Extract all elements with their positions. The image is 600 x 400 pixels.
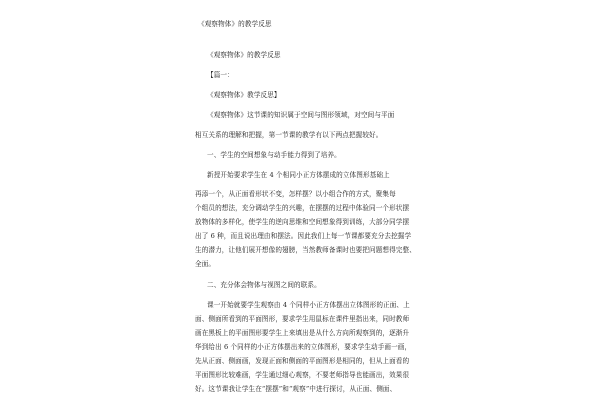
section2-paragraph-line: 先从正面、侧面画，发现正面和侧面的平面图形是相同的，但从上面看的 [195,357,410,365]
section1-paragraph-line: 新授开始要求学生在 4 个相同小正方体摆成的立体图形基础上 [207,171,390,179]
section1-heading: 一、学生的空间想象与动手能力得到了培养。 [207,151,341,159]
section2-paragraph-line: 平面图形比较难画，学生通过细心观察，不要老师指导也能画出，效果很 [195,371,410,379]
section2-paragraph-line: 华到给出 6 个同样的小正方体摆出来的立体图形，要求学生动手画一画， [195,343,412,351]
section2-paragraph-line: 面、侧面所看到的平面图形，要求学生用鼠标在课件里指出来，同时教师 [195,315,410,323]
part-title: 《观察物体》教学反思】 [207,91,281,99]
section2-paragraph-line: 画在黑板上的平面图形要学生上来填出是从什么方向所观察到的，逐渐升 [195,329,410,337]
section1-paragraph-line: 出了 6 种，而且说出理由和摆法。因此我们上每一节课都要充分去挖掘学 [195,232,412,240]
section2-paragraph-line: 课一开始就要学生观察由 4 个同样小正方体摆出立体图形的正面、上 [207,301,410,309]
section2-heading: 二、充分体会物体与视图之间的联系。 [207,281,321,289]
section1-paragraph-line: 个组员的想法，充分调动学生的兴趣，在摆摆的过程中体验同一个形状摆 [195,204,410,212]
document-title: 《观察物体》的教学反思 [198,20,272,28]
section2-paragraph-line: 好。这节课我让学生在“摆摆”和“观察”中进行探讨，从正面、侧面、 [195,385,397,393]
part-label: 【篇一： [207,71,234,79]
document-subtitle: 《观察物体》的教学反思 [207,51,281,59]
section1-paragraph-line: 全面。 [195,260,216,268]
section1-paragraph-line: 再添一个，从正面看形状不变，怎样摆？以小组合作的方式，聚集每 [195,190,396,198]
intro-line: 相互关系的理解和把握，第一节课的教学有以下两点把握较好。 [195,131,383,139]
section1-paragraph-line: 生的潜力，让他们展开想像的翅膀，当然教师备课时也要把问题想得完整、 [195,246,416,254]
intro-line: 《观察物体》这节课的知识属于空间与图形领域，对空间与平面 [207,111,395,119]
section1-paragraph-line: 放物体的多样化，使学生的逆向思维和空间想象得到训练，大部分同学摆 [195,218,410,226]
